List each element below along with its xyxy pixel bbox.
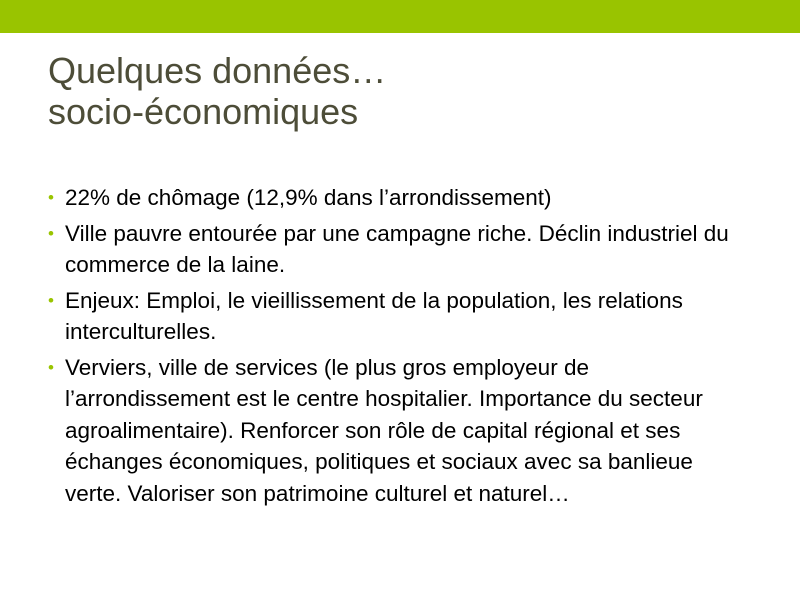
bullet-text: Enjeux: Emploi, le vieillissement de la population, les relations interculturelles. <box>65 287 683 344</box>
slide-title-line-2: socio-économiques <box>48 91 359 132</box>
bullet-item-services <box>48 352 748 510</box>
bullet-text: 22% de chômage (12,9% dans l’arrondissement) <box>65 185 552 210</box>
bullet-dot-icon: • <box>48 290 54 310</box>
bullet-item-challenges <box>48 285 748 348</box>
bullet-item-unemployment <box>48 182 748 214</box>
bullet-list <box>48 182 748 513</box>
bullet-dot-icon: • <box>48 223 54 243</box>
bullet-dot-icon: • <box>48 188 54 207</box>
bullet-dot-icon: • <box>48 357 54 377</box>
slide-title <box>48 50 768 132</box>
bullet-text: Ville pauvre entourée par une campagne riche. Déclin industriel du commerce de la laine. <box>65 220 729 277</box>
slide-title-line-1: Quelques données… <box>48 50 387 91</box>
accent-top-bar <box>0 0 800 33</box>
bullet-text: Verviers, ville de services (le plus gros employeur de l’arrondissement est le centre hospitalier. Importance du secteur agroalimentaire). Renforcer son rôle de capital régional et ses échanges économiques, politiques et sociaux avec sa banlieue verte. Valoriser son patrimoine culturel et naturel… <box>65 354 703 506</box>
bullet-item-poor-city <box>48 218 748 281</box>
